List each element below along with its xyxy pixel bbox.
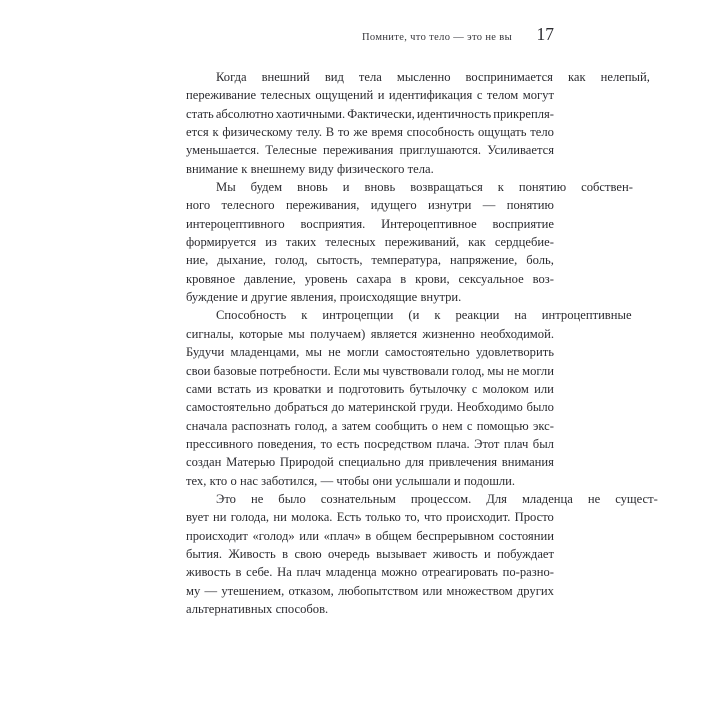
- text-line: уменьшается. Телесные переживания приглушаются. Усиливается: [186, 143, 554, 158]
- text-line: бытия. Живость в свою очередь вызывает живость и побуждает: [186, 546, 554, 561]
- text-line: вует ни голода, ни молока. Есть только то, что происходит. Просто: [186, 510, 554, 525]
- text-line: альтернативных способов.: [186, 601, 329, 616]
- text-line: Способность к интроцепции (и к реакции на интроцептивные: [216, 308, 632, 323]
- text-line: переживание телесных ощущений и идентификация с телом могут: [186, 88, 554, 103]
- text-line: сами встать из кроватки и подготовить бутылочку с молоком или: [186, 381, 554, 396]
- text-line: Это не было сознательным процессом. Для младенца не сущест-: [216, 491, 658, 506]
- text-line: сигналы, которые мы получаем) является жизненно необходимой.: [186, 326, 554, 341]
- text-line: формируется из таких телесных переживаний, как сердцебие-: [186, 235, 554, 250]
- text-line: Мы будем вновь и вновь возвращаться к понятию собствен-: [216, 180, 633, 195]
- text-line: сначала распознать голод, а затем сообщить о нем с помощью экс-: [186, 418, 554, 433]
- text-line: происходит «голод» или «плач» в общем беспрерывном состоянии: [186, 528, 554, 543]
- running-head-title: Помните, что тело — это не вы: [362, 32, 513, 43]
- text-line: ется к физическому телу. В то же время способность ощущать тело: [186, 125, 554, 140]
- text-line: кровяное давление, уровень сахара в крови, сексуальное воз-: [186, 271, 554, 286]
- text-line: создан Матерью Природой специально для привлечения внимания: [186, 455, 554, 470]
- text-line: Будучи младенцами, мы не могли самостоятельно удовлетворить: [186, 345, 554, 360]
- text-line: стать абсолютно хаотичными. Фактически, идентичность прикрепля-: [186, 106, 554, 121]
- text-line: самостоятельно добраться до материнской груди. Необходимо было: [186, 400, 554, 415]
- text-line: му — утешением, отказом, любопытством или множеством других: [186, 583, 554, 598]
- text-line: свои базовые потребности. Если мы чувствовали голод, мы не могли: [186, 363, 554, 378]
- paragraph: [186, 306, 632, 489]
- text-line: Когда внешний вид тела мысленно воспринимается как нелепый,: [216, 70, 650, 84]
- paragraph: [186, 490, 658, 618]
- text-line: ние, дыхание, голод, сытость, температура, напряжение, боль,: [186, 253, 554, 268]
- running-head: [186, 26, 554, 50]
- paragraph: [186, 178, 633, 306]
- text-line: ного телесного переживания, идущего изнутри — понятию: [186, 198, 554, 213]
- text-line: живость в себе. На плач младенца можно отреагировать по-разно-: [186, 565, 554, 580]
- text-line: интероцептивного восприятия. Интероцептивное восприятие: [186, 216, 554, 231]
- text-line: буждение и другие явления, происходящие внутри.: [186, 290, 462, 305]
- text-line: внимание к внешнему виду физического тела.: [186, 161, 434, 176]
- text-line: прессивного поведения, то есть посредством плача. Этот плач был: [186, 436, 554, 451]
- paragraph: [186, 68, 650, 178]
- body-text-block: [186, 68, 658, 618]
- text-line: тех, кто о нас заботился, — чтобы они услышали и подошли.: [186, 473, 516, 488]
- page-number: 17: [536, 24, 554, 44]
